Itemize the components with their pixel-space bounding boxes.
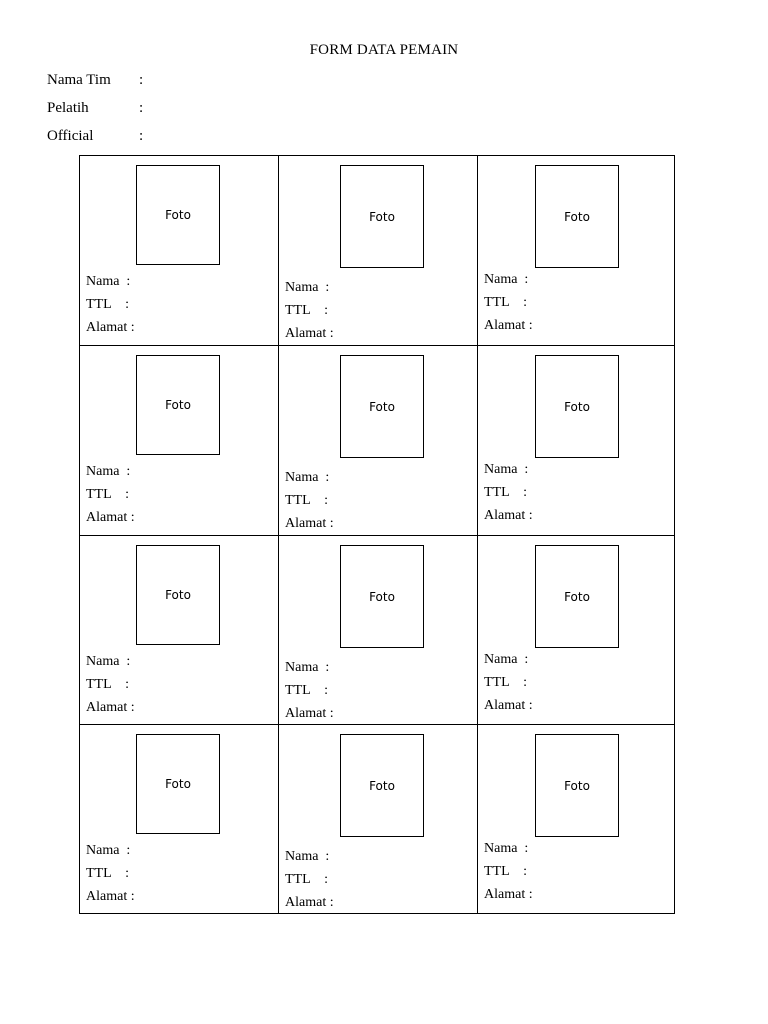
ttl-field-label: TTL : <box>86 677 130 692</box>
ttl-field-label: TTL : <box>285 493 329 508</box>
player-fields <box>86 270 135 339</box>
player-card <box>478 346 674 536</box>
player-fields <box>484 268 533 337</box>
address-field-label: Alamat : <box>285 326 334 341</box>
player-fields <box>86 839 135 908</box>
coach-label: Pelatih <box>47 100 89 116</box>
photo-box <box>340 355 424 458</box>
ttl-field-label: TTL : <box>285 872 329 887</box>
name-field-label: Nama : <box>484 652 529 667</box>
photo-box <box>340 545 424 648</box>
photo-label: Foto <box>564 778 590 793</box>
address-field-label: Alamat : <box>285 706 334 721</box>
ttl-field-label: TTL : <box>86 297 130 312</box>
name-field-label: Nama : <box>484 841 529 856</box>
photo-box <box>136 545 220 645</box>
photo-box <box>136 734 220 834</box>
player-card <box>478 725 674 913</box>
player-card <box>80 536 279 725</box>
name-field-label: Nama : <box>285 470 330 485</box>
address-field-label: Alamat : <box>484 887 533 902</box>
name-field-label: Nama : <box>285 660 330 675</box>
team-name-colon: : <box>139 72 144 88</box>
photo-label: Foto <box>165 588 191 602</box>
official-row <box>47 126 143 146</box>
name-field-label: Nama : <box>484 462 529 477</box>
ttl-field-label: TTL : <box>285 303 329 318</box>
photo-box <box>535 165 619 268</box>
ttl-field-label: TTL : <box>285 683 329 698</box>
ttl-field-label: TTL : <box>484 485 528 500</box>
photo-label: Foto <box>564 589 590 604</box>
photo-label: Foto <box>369 589 395 604</box>
ttl-field-label: TTL : <box>86 487 130 502</box>
player-card <box>279 536 478 725</box>
address-field-label: Alamat : <box>86 889 135 904</box>
player-fields <box>285 845 334 914</box>
address-field-label: Alamat : <box>285 516 334 531</box>
player-fields <box>484 648 533 717</box>
address-field-label: Alamat : <box>484 698 533 713</box>
address-field-label: Alamat : <box>86 510 135 525</box>
photo-box <box>136 355 220 455</box>
ttl-field-label: TTL : <box>484 675 528 690</box>
name-field-label: Nama : <box>285 849 330 864</box>
photo-label: Foto <box>165 398 191 412</box>
name-field-label: Nama : <box>86 843 131 858</box>
name-field-label: Nama : <box>86 274 131 289</box>
team-name-row <box>47 70 143 90</box>
player-fields <box>86 650 135 719</box>
player-grid <box>79 155 675 914</box>
player-card <box>80 725 279 913</box>
address-field-label: Alamat : <box>86 700 135 715</box>
name-field-label: Nama : <box>484 272 529 287</box>
player-card <box>279 725 478 913</box>
coach-colon: : <box>139 100 144 116</box>
player-card <box>478 156 674 346</box>
official-label: Official <box>47 128 94 144</box>
photo-box <box>136 165 220 265</box>
photo-box <box>535 355 619 458</box>
photo-box <box>535 734 619 837</box>
player-fields <box>285 466 334 535</box>
ttl-field-label: TTL : <box>484 295 528 310</box>
photo-label: Foto <box>165 777 191 791</box>
name-field-label: Nama : <box>285 280 330 295</box>
player-fields <box>484 837 533 906</box>
photo-label: Foto <box>564 209 590 224</box>
address-field-label: Alamat : <box>484 508 533 523</box>
name-field-label: Nama : <box>86 464 131 479</box>
address-field-label: Alamat : <box>86 320 135 335</box>
coach-row <box>47 98 143 118</box>
player-fields <box>285 656 334 725</box>
photo-label: Foto <box>369 209 395 224</box>
player-card <box>80 156 279 346</box>
player-card <box>279 156 478 346</box>
ttl-field-label: TTL : <box>86 866 130 881</box>
official-colon: : <box>139 128 144 144</box>
ttl-field-label: TTL : <box>484 864 528 879</box>
photo-box <box>340 734 424 837</box>
player-fields <box>285 276 334 345</box>
photo-box <box>535 545 619 648</box>
photo-label: Foto <box>165 208 191 222</box>
page-title: FORM DATA PEMAIN <box>309 42 459 58</box>
address-field-label: Alamat : <box>285 895 334 910</box>
team-name-label: Nama Tim <box>47 72 111 88</box>
player-card <box>279 346 478 536</box>
player-fields <box>86 460 135 529</box>
photo-box <box>340 165 424 268</box>
player-card <box>80 346 279 536</box>
photo-label: Foto <box>369 778 395 793</box>
photo-label: Foto <box>564 399 590 414</box>
address-field-label: Alamat : <box>484 318 533 333</box>
photo-label: Foto <box>369 399 395 414</box>
name-field-label: Nama : <box>86 654 131 669</box>
player-card <box>478 536 674 725</box>
player-fields <box>484 458 533 527</box>
